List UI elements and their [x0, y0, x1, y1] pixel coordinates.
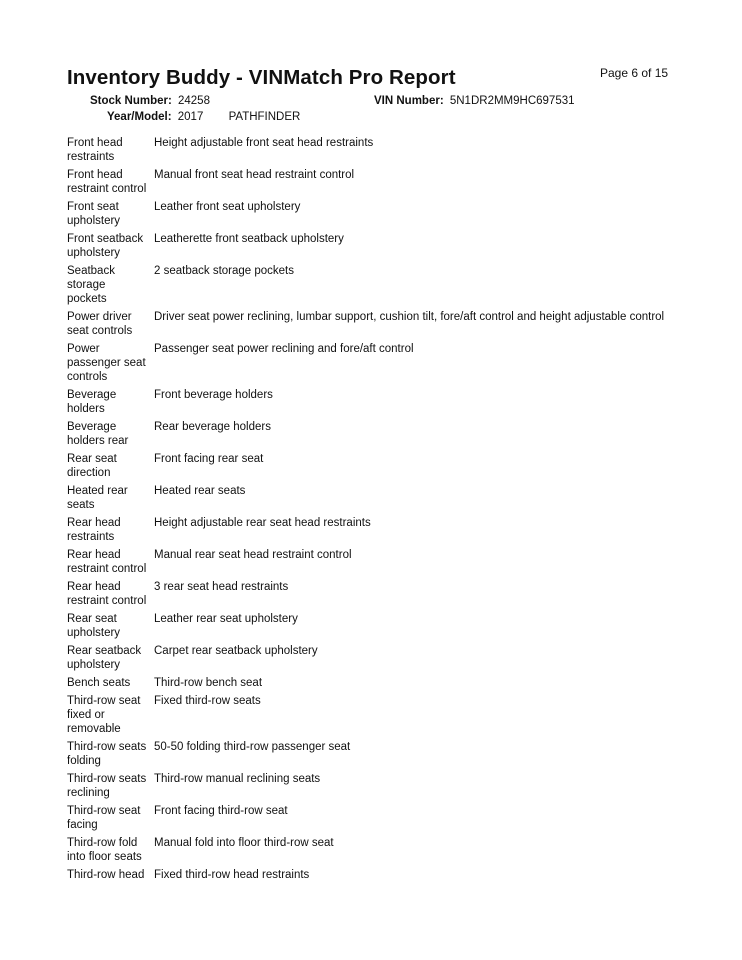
year-value: 2017 — [177, 111, 204, 123]
feature-value: 2 seatback storage pockets — [154, 265, 294, 277]
feature-value: Heated rear seats — [154, 485, 246, 497]
feature-label: Front seatback upholstery — [67, 233, 144, 259]
vin-number-value: 5N1DR2MM9HC697531 — [449, 95, 575, 107]
feature-value: Driver seat power reclining, lumbar support, cushion tilt, fore/aft control and height adjustable control — [154, 311, 665, 323]
stock-number — [90, 95, 210, 107]
feature-value: Manual rear seat head restraint control — [154, 549, 352, 561]
feature-value: Front beverage holders — [154, 389, 273, 401]
feature-label: Bench seats — [67, 677, 131, 689]
feature-row — [67, 452, 687, 480]
feature-label: Seatback storage pockets — [67, 265, 115, 305]
feature-label: Beverage holders rear — [67, 421, 129, 447]
feature-row — [67, 644, 687, 672]
feature-row — [67, 168, 687, 196]
stock-number-label: Stock Number: — [90, 95, 172, 107]
feature-label: Power passenger seat controls — [67, 343, 146, 383]
page-number: Page 6 of 15 — [600, 66, 669, 80]
feature-row — [67, 388, 687, 416]
year-model — [107, 111, 300, 123]
feature-label: Rear seatback upholstery — [67, 645, 142, 671]
feature-value: Leather front seat upholstery — [154, 201, 301, 213]
feature-row — [67, 836, 687, 864]
feature-value: Height adjustable rear seat head restraints — [154, 517, 371, 529]
feature-label: Beverage holders — [67, 389, 117, 415]
vin-number — [374, 95, 575, 107]
feature-value: Carpet rear seatback upholstery — [154, 645, 318, 657]
feature-value: Manual front seat head restraint control — [154, 169, 355, 181]
feature-label: Front head restraints — [67, 137, 123, 163]
report-title: Inventory Buddy - VINMatch Pro Report — [67, 66, 456, 89]
feature-value: 50-50 folding third-row passenger seat — [154, 741, 351, 753]
feature-label: Rear head restraint control — [67, 549, 147, 575]
feature-row — [67, 516, 687, 544]
stock-number-value: 24258 — [178, 95, 210, 107]
feature-value: Fixed third-row seats — [154, 695, 261, 707]
feature-value: Third-row bench seat — [154, 677, 263, 689]
feature-label: Rear head restraint control — [67, 581, 147, 607]
feature-label: Heated rear seats — [67, 485, 128, 511]
feature-value: Manual fold into floor third-row seat — [154, 837, 334, 849]
feature-value: Height adjustable front seat head restraints — [154, 137, 374, 149]
feature-value: Leatherette front seatback upholstery — [154, 233, 344, 245]
feature-row — [67, 484, 687, 512]
feature-value: Rear beverage holders — [154, 421, 271, 433]
feature-row — [67, 200, 687, 228]
feature-value: Leather rear seat upholstery — [154, 613, 298, 625]
feature-row — [67, 804, 687, 832]
feature-row — [67, 772, 687, 800]
model-value: PATHFINDER — [228, 111, 301, 123]
feature-row — [67, 868, 687, 882]
feature-label: Third-row seats reclining — [67, 773, 147, 799]
feature-row — [67, 580, 687, 608]
feature-row — [67, 136, 687, 164]
feature-label: Power driver seat controls — [67, 311, 133, 337]
feature-value: Front facing third-row seat — [154, 805, 288, 817]
feature-list — [67, 136, 687, 886]
year-model-label: Year/Model: — [107, 111, 172, 123]
feature-value: Third-row manual reclining seats — [154, 773, 321, 785]
feature-value: Front facing rear seat — [154, 453, 264, 465]
feature-label: Third-row seats folding — [67, 741, 147, 767]
feature-row — [67, 342, 687, 384]
vin-number-label: VIN Number: — [374, 95, 444, 107]
feature-label: Third-row head — [67, 869, 145, 881]
feature-label: Rear seat direction — [67, 453, 117, 479]
feature-row — [67, 420, 687, 448]
feature-value: 3 rear seat head restraints — [154, 581, 289, 593]
feature-row — [67, 740, 687, 768]
feature-label: Front seat upholstery — [67, 201, 121, 227]
feature-value: Passenger seat power reclining and fore/aft control — [154, 343, 414, 355]
feature-label: Third-row fold into floor seats — [67, 837, 142, 863]
feature-row — [67, 310, 687, 338]
feature-row — [67, 264, 687, 306]
feature-label: Front head restraint control — [67, 169, 147, 195]
feature-label: Rear head restraints — [67, 517, 121, 543]
feature-row — [67, 694, 687, 736]
feature-value: Fixed third-row head restraints — [154, 869, 310, 881]
feature-label: Third-row seat fixed or removable — [67, 695, 141, 735]
feature-label: Rear seat upholstery — [67, 613, 121, 639]
feature-label: Third-row seat facing — [67, 805, 141, 831]
feature-row — [67, 676, 687, 690]
feature-row — [67, 548, 687, 576]
feature-row — [67, 612, 687, 640]
feature-row — [67, 232, 687, 260]
